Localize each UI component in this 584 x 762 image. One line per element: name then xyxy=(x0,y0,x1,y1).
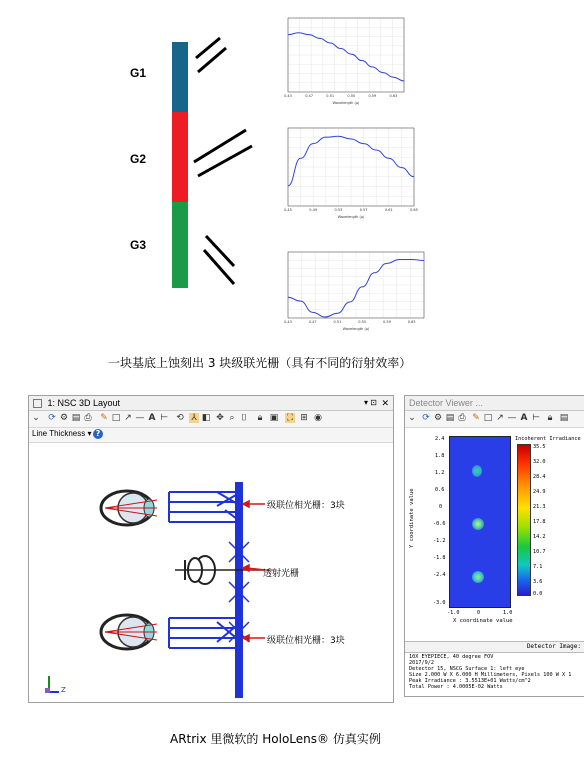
x-tick-label: 0.47 xyxy=(308,320,317,324)
line-icon[interactable]: — xyxy=(507,413,517,423)
annotation-middle: 透射光栅 xyxy=(263,569,300,579)
y-tick: -0.6 xyxy=(433,521,446,527)
group-label-g2: G2 xyxy=(130,152,147,166)
pin-icon[interactable]: ▾ ⊡ xyxy=(364,398,377,407)
efficiency-plot-2 xyxy=(278,124,418,220)
x-tick: -1.0 xyxy=(447,610,460,616)
colorbar-tick: 24.9 xyxy=(533,489,546,495)
detector-info xyxy=(409,654,584,690)
x-axis-label: X coordinate value xyxy=(453,618,513,624)
x-tick: 0 xyxy=(477,610,481,616)
annotation-arrows xyxy=(243,501,265,641)
y-tick: 0.6 xyxy=(435,487,445,493)
colorbar-tick: 14.2 xyxy=(533,534,546,540)
arrow-icon[interactable]: ↗ xyxy=(124,413,132,423)
colorbar-tick: 0.0 xyxy=(533,591,543,597)
lock-icon[interactable]: 🔒︎ xyxy=(257,413,263,423)
close-icon[interactable]: ✕ xyxy=(381,398,389,408)
x-tick-label: 0.55 xyxy=(347,94,356,98)
y-axis-label: Y coordinate value xyxy=(409,488,415,548)
lock-icon[interactable]: 🔒︎ xyxy=(547,413,553,423)
x-tick-label: 0.59 xyxy=(368,94,377,98)
x-tick-label: 0.47 xyxy=(305,94,313,98)
x-tick-label: 0.57 xyxy=(359,208,368,212)
y-tick: 0 xyxy=(439,504,443,510)
ray-g3-a xyxy=(206,236,234,266)
dropdown-icon[interactable]: ⌄ xyxy=(408,413,416,423)
x-tick-label: 0.55 xyxy=(358,320,367,324)
help-icon[interactable]: ? xyxy=(93,429,103,439)
detector-titlebar[interactable] xyxy=(405,396,584,411)
nsc-window-title: 1: NSC 3D Layout xyxy=(47,398,121,408)
x-tick-label: 0.63 xyxy=(389,94,398,98)
upper-beams xyxy=(169,492,241,522)
zoom-icon[interactable]: ⌕ xyxy=(229,413,235,423)
x-tick-label: 0.51 xyxy=(326,94,335,98)
settings-icon[interactable]: ⚙ xyxy=(59,413,69,423)
info-line: Detector 15, NSCG Surface 1: left eye xyxy=(409,666,525,672)
print-icon[interactable]: ⎙ xyxy=(458,413,466,423)
spot-2 xyxy=(472,518,484,530)
y-tick: 1.2 xyxy=(435,470,445,476)
annotation-bottom: 级联位相光栅：3块 xyxy=(267,636,345,646)
x-tick-label: 0.43 xyxy=(284,320,292,324)
detector-tab-bar xyxy=(405,641,584,653)
efficiency-plot-1 xyxy=(278,14,408,106)
detector-plot-frame xyxy=(449,436,511,608)
x-tick-label: 0.65 xyxy=(410,208,418,212)
y-tick: 2.4 xyxy=(435,436,445,442)
x-tick-label: 0.59 xyxy=(383,320,391,324)
group-label-g1: G1 xyxy=(130,66,147,80)
info-line: 10X EYEPIECE, 40 degree FOV xyxy=(409,654,494,660)
group-label-g3: G3 xyxy=(130,238,147,252)
window-icon xyxy=(33,399,42,408)
y-tick: -2.4 xyxy=(433,572,446,578)
grid-icon[interactable]: ▤ xyxy=(559,413,569,423)
colorbar-tick: 28.4 xyxy=(533,474,546,480)
arrow-icon[interactable]: ↗ xyxy=(496,413,504,423)
x-tick-label: 0.63 xyxy=(407,320,416,324)
line-icon[interactable]: — xyxy=(135,413,145,423)
axis-triad-icon xyxy=(45,676,59,693)
fit-icon[interactable]: ⛶ xyxy=(286,413,294,423)
lower-eye xyxy=(101,615,157,649)
detector-viewer-window[interactable] xyxy=(404,395,584,697)
grating-bar-g3 xyxy=(172,202,188,288)
detector-toolbar xyxy=(405,411,584,428)
axis-icon[interactable]: ⅄ xyxy=(189,413,199,423)
top-figure xyxy=(0,0,584,380)
settings-icon[interactable]: ⚙ xyxy=(433,413,443,423)
diffraction-rays xyxy=(190,30,270,300)
grid-icon[interactable]: ▣ xyxy=(269,413,279,423)
colorbar-tick: 3.6 xyxy=(533,579,543,585)
x-tick: 1.0 xyxy=(503,610,513,616)
ray-g2-b xyxy=(198,146,252,176)
colorbar xyxy=(517,444,531,596)
bottom-caption: ARtrix 里微软的 HoloLens® 仿真实例 xyxy=(170,732,381,746)
line-thickness-menu[interactable]: Line Thickness ▾ xyxy=(32,429,92,438)
view-icon[interactable]: ◧ xyxy=(201,413,211,423)
colorbar-tick: 7.1 xyxy=(533,564,543,570)
x-axis-label: Wavelength (µ) xyxy=(337,215,365,219)
dimension-icon[interactable]: ⊢ xyxy=(160,413,168,423)
ray-g3-b xyxy=(204,250,234,284)
x-tick-label: 0.53 xyxy=(334,208,343,212)
axis-label-z: Z xyxy=(61,686,66,694)
print-icon[interactable]: ⎙ xyxy=(84,413,92,423)
spot-1 xyxy=(472,465,482,477)
detector-image-tab[interactable]: Detector Image: xyxy=(526,643,581,650)
info-line: Total Power : 4.0005E-02 Watts xyxy=(409,684,503,690)
text-icon[interactable]: A xyxy=(520,413,528,423)
frame-icon[interactable]: ⊞ xyxy=(300,413,308,423)
top-caption: 一块基底上蚀刻出 3 块级联光栅（具有不同的衍射效率） xyxy=(108,356,412,370)
info-line: Peak Irradiance : 3.5513E+01 Watts/cm^2 xyxy=(409,678,531,684)
nsc-3d-layout-window[interactable] xyxy=(28,395,394,703)
info-line: 2017/9/2 xyxy=(409,660,434,666)
copy-icon[interactable]: ▤ xyxy=(71,413,81,423)
x-tick-label: 0.51 xyxy=(333,320,342,324)
dropdown-icon[interactable]: ⌄ xyxy=(32,413,40,423)
upper-eye xyxy=(101,491,157,525)
y-tick: -1.2 xyxy=(433,538,446,544)
rectangle-icon[interactable]: □ xyxy=(111,413,121,423)
rectangle-icon[interactable]: □ xyxy=(483,413,493,423)
rotate-icon[interactable]: ⟲ xyxy=(176,413,184,423)
nsc-toolbar xyxy=(29,411,393,428)
annotation-top: 级联位相光栅：3块 xyxy=(267,501,345,511)
spot-3 xyxy=(472,571,484,583)
y-tick: -1.8 xyxy=(433,555,446,561)
colorbar-tick: 17.8 xyxy=(533,519,546,525)
x-axis-label: Wavelength (µ) xyxy=(342,327,370,331)
grating-bar-g1 xyxy=(172,42,188,112)
x-tick-label: 0.61 xyxy=(384,208,393,212)
colorbar-tick: 35.5 xyxy=(533,444,546,450)
camera-icon[interactable]: ⌷ xyxy=(241,413,247,423)
nsc-toolbar-2 xyxy=(29,428,393,443)
nsc-layout-canvas[interactable] xyxy=(29,442,393,700)
grating-bar-g2 xyxy=(172,112,188,202)
refresh-icon[interactable]: ⟳ xyxy=(422,413,430,423)
nsc-titlebar[interactable] xyxy=(29,396,393,411)
text-icon[interactable]: A xyxy=(148,413,156,423)
detector-image-area xyxy=(405,428,584,638)
x-tick-label: 0.49 xyxy=(309,208,318,212)
pencil-icon[interactable]: ✎ xyxy=(472,413,480,423)
colorbar-title: Incoherent Irradiance xyxy=(515,436,581,442)
x-tick-label: 0.43 xyxy=(284,94,292,98)
y-tick: 1.8 xyxy=(435,453,445,459)
efficiency-plot-3 xyxy=(278,248,428,332)
info-line: Size 2.000 W X 6.000 H Millimeters, Pixels 100 W X 1 xyxy=(409,672,572,678)
move-icon[interactable]: ✥ xyxy=(216,413,224,423)
y-tick: -3.0 xyxy=(433,600,446,606)
colorbar-tick: 32.0 xyxy=(533,459,546,465)
ray-g2-a xyxy=(194,130,246,162)
copy-icon[interactable]: ▤ xyxy=(445,413,455,423)
colorbar-tick: 21.3 xyxy=(533,504,546,510)
x-tick-label: 0.45 xyxy=(284,208,292,212)
colorbar-tick: 10.7 xyxy=(533,549,546,555)
refresh-icon[interactable]: ⟳ xyxy=(48,413,56,423)
dimension-icon[interactable]: ⊢ xyxy=(532,413,540,423)
pencil-icon[interactable]: ✎ xyxy=(100,413,108,423)
x-axis-label: Wavelength (µ) xyxy=(332,101,360,105)
detector-window-title: Detector Viewer ... xyxy=(409,398,483,408)
target-icon[interactable]: ◉ xyxy=(314,413,322,423)
